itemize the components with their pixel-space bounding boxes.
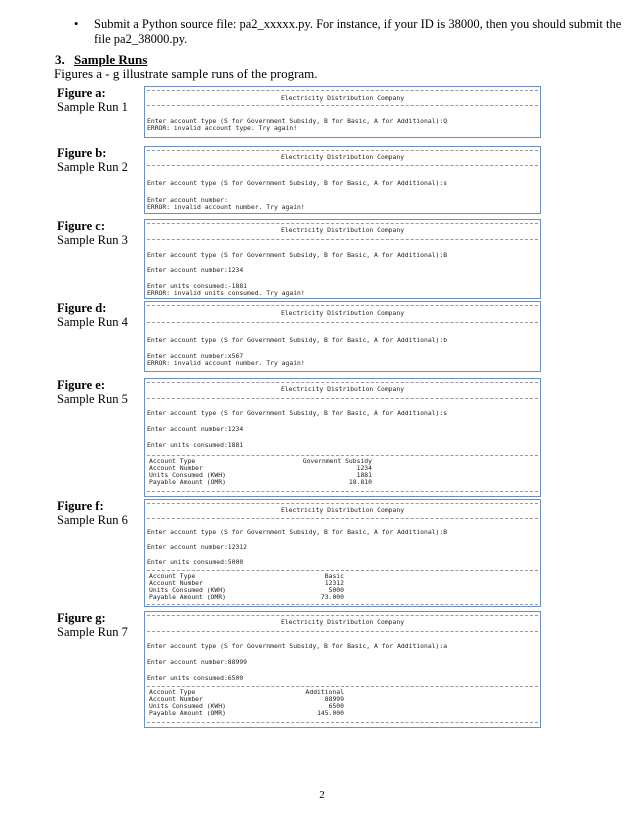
- console-line: Enter account type (S for Government Subsidy, B for Basic, A for Additional):a: [147, 642, 448, 650]
- summary-value: Government Subsidy: [302, 457, 372, 465]
- console-figure-a: [144, 86, 541, 138]
- figure-caption: Sample Run 3: [57, 233, 128, 247]
- summary-value: 1881: [356, 471, 372, 479]
- summary-value: 12312: [324, 579, 344, 587]
- console-line: Enter account type (S for Government Subsidy, B for Basic, A for Additional):B: [147, 251, 448, 259]
- summary-value: 6500: [328, 702, 344, 710]
- summary-value: 88999: [324, 695, 344, 703]
- console-figure-d: [144, 301, 541, 372]
- bullet-text-line1: Submit a Python source file: pa2_xxxxx.py. For instance, if your ID is 38000, then you should submit the: [94, 17, 622, 31]
- console-line: Enter account number:: [147, 196, 228, 204]
- figure-caption: Sample Run 6: [57, 513, 128, 527]
- summary-value: Additional: [305, 688, 344, 696]
- bullet-text-line2: file pa2_38000.py.: [94, 32, 188, 46]
- console-figure-g: [144, 611, 541, 728]
- console-figure-c: [144, 219, 541, 299]
- summary-value: Basic: [324, 572, 344, 580]
- console-line: Enter units consumed:1881: [147, 441, 244, 449]
- summary-value: 18.810: [348, 478, 372, 486]
- summary-label: Units Consumed (KWH): [149, 586, 226, 594]
- figure-label: Figure g:: [57, 611, 106, 625]
- figure-e-label: [57, 378, 128, 406]
- figure-g-label: [57, 611, 128, 639]
- console-figure-f: [144, 499, 541, 607]
- summary-label: Account Number: [149, 695, 203, 703]
- figure-label: Figure f:: [57, 499, 104, 513]
- summary-value: 73.000: [320, 593, 344, 601]
- figure-label: Figure a:: [57, 86, 106, 100]
- console-line: Enter units consumed:5000: [147, 558, 244, 566]
- figure-a-label: [57, 86, 128, 114]
- figure-c-label: [57, 219, 128, 247]
- summary-value: 5000: [328, 586, 344, 594]
- figure-caption: Sample Run 1: [57, 100, 128, 114]
- summary-value: 145.000: [317, 709, 344, 717]
- summary-label: Account Number: [149, 464, 203, 472]
- console-title: Electricity Distribution Company: [280, 309, 405, 317]
- summary-label: Account Type: [149, 457, 196, 465]
- console-line: Enter units consumed:6500: [147, 674, 244, 682]
- console-error: ERROR: invalid account type. Try again!: [147, 124, 298, 132]
- console-title: Electricity Distribution Company: [280, 618, 405, 626]
- figure-d-label: [57, 301, 128, 329]
- console-title: Electricity Distribution Company: [280, 94, 405, 102]
- console-line: Enter account number:1234: [147, 266, 244, 274]
- console-line: Enter account number:12312: [147, 543, 248, 551]
- summary-value: 1234: [356, 464, 372, 472]
- figure-caption: Sample Run 2: [57, 160, 128, 174]
- summary-label: Account Type: [149, 688, 196, 696]
- summary-label: Units Consumed (KWH): [149, 702, 226, 710]
- console-line: Enter account type (S for Government Subsidy, B for Basic, A for Additional):s: [147, 409, 448, 417]
- figure-f-label: [57, 499, 128, 527]
- console-line: Enter account type (S for Government Subsidy, B for Basic, A for Additional):B: [147, 528, 448, 536]
- figure-label: Figure d:: [57, 301, 107, 315]
- console-line: Enter account number:1234: [147, 425, 244, 433]
- console-line: Enter account type (S for Government Subsidy, B for Basic, A for Additional):Q: [147, 117, 448, 125]
- figure-caption: Sample Run 7: [57, 625, 128, 639]
- summary-label: Payable Amount (OMR): [149, 709, 226, 717]
- summary-label: Payable Amount (OMR): [149, 593, 226, 601]
- section-title: Sample Runs: [74, 52, 148, 67]
- console-title: Electricity Distribution Company: [280, 385, 405, 393]
- console-line: Enter account type (S for Government Subsidy, B for Basic, A for Additional):b: [147, 336, 448, 344]
- console-title: Electricity Distribution Company: [280, 506, 405, 514]
- console-error: ERROR: invalid account number. Try again!: [147, 359, 305, 367]
- console-line: Enter account number:x567: [147, 352, 244, 360]
- section-number: 3.: [55, 52, 65, 67]
- bullet-symbol: •: [74, 17, 79, 31]
- summary-label: Account Type: [149, 572, 196, 580]
- figure-caption: Sample Run 5: [57, 392, 128, 406]
- figure-label: Figure b:: [57, 146, 107, 160]
- page-number: 2: [319, 789, 325, 801]
- summary-label: Payable Amount (OMR): [149, 478, 226, 486]
- figure-label: Figure c:: [57, 219, 106, 233]
- figure-label: Figure e:: [57, 378, 106, 392]
- summary-label: Account Number: [149, 579, 203, 587]
- console-figure-b: [144, 146, 541, 214]
- figure-b-label: [57, 146, 128, 174]
- summary-label: Units Consumed (KWH): [149, 471, 226, 479]
- console-line: Enter account number:88999: [147, 658, 248, 666]
- console-line: Enter units consumed:-1881: [147, 282, 248, 290]
- console-error: ERROR: invalid account number. Try again!: [147, 203, 305, 211]
- figure-caption: Sample Run 4: [57, 315, 128, 329]
- console-title: Electricity Distribution Company: [280, 226, 405, 234]
- intro-text: Figures a - g illustrate sample runs of the program.: [54, 66, 318, 81]
- console-error: ERROR: invalid units consumed. Try again!: [147, 289, 305, 297]
- console-figure-e: [144, 378, 541, 497]
- console-title: Electricity Distribution Company: [280, 153, 405, 161]
- console-line: Enter account type (S for Government Subsidy, B for Basic, A for Additional):s: [147, 179, 448, 187]
